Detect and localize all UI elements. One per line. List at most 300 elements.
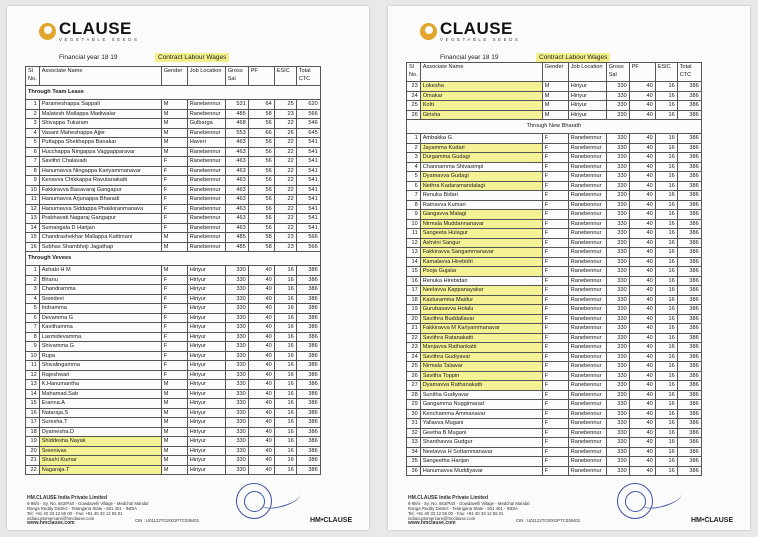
cell-gender: M <box>161 119 187 129</box>
cell-gender: F <box>542 181 568 191</box>
footer-address-2: Ranga Reddy District - Telangana State - 501 401 - INDIA <box>27 506 138 511</box>
cell-job-location: Ranebennur <box>187 185 225 195</box>
header-job-location: Job Location <box>187 67 225 86</box>
cell-job-location: Ranebennur <box>568 428 606 438</box>
cell-pf: 40 <box>248 351 274 361</box>
cell-total-ctc: 566 <box>296 233 320 243</box>
cell-gross-sal: 330 <box>606 267 629 277</box>
cell-esic: 16 <box>655 82 677 92</box>
cell-job-location: Ranebennur <box>568 238 606 248</box>
cell-sl-no: 23 <box>407 343 421 353</box>
cell-associate-name: Devamma G <box>39 313 161 323</box>
cell-total-ctc: 386 <box>677 314 701 324</box>
cell-job-location: Hiriyur <box>187 304 225 314</box>
cell-gender: F <box>542 295 568 305</box>
cell-total-ctc: 386 <box>677 438 701 448</box>
cell-pf: 40 <box>629 82 655 92</box>
cell-esic: 16 <box>655 101 677 111</box>
cell-associate-name: Sangeeta Hulagur <box>420 229 542 239</box>
cell-gross-sal: 330 <box>225 275 248 285</box>
cell-sl-no: 13 <box>26 214 40 224</box>
cell-total-ctc: 386 <box>677 381 701 391</box>
cell-job-location: Hiriyur <box>187 408 225 418</box>
cell-gross-sal: 485 <box>225 109 248 119</box>
footer-address <box>408 496 618 526</box>
cell-total-ctc: 386 <box>296 446 320 456</box>
cell-sl-no: 7 <box>26 323 40 333</box>
cell-pf: 40 <box>248 294 274 304</box>
cell-associate-name: Shivalingamma <box>39 361 161 371</box>
cell-gender: M <box>161 242 187 252</box>
cell-sl-no: 6 <box>26 313 40 323</box>
cell-job-location: Hiriyur <box>187 437 225 447</box>
cell-total-ctc: 386 <box>677 181 701 191</box>
cell-esic: 16 <box>655 238 677 248</box>
cell-job-location: Hiriyur <box>187 446 225 456</box>
cell-pf: 40 <box>248 361 274 371</box>
cell-total-ctc: 386 <box>677 162 701 172</box>
cell-sl-no: 20 <box>407 314 421 324</box>
cell-pf: 40 <box>248 342 274 352</box>
cell-associate-name: Eranna.A <box>39 399 161 409</box>
table-row <box>407 390 702 400</box>
footer-company: HM.CLAUSE India Private Limited <box>27 495 108 501</box>
cell-pf: 40 <box>629 466 655 476</box>
cell-gross-sal: 330 <box>606 295 629 305</box>
cell-esic: 22 <box>274 176 296 186</box>
cell-associate-name: Dyamavva Gudagi <box>420 172 542 182</box>
cell-gender: F <box>161 195 187 205</box>
cell-associate-name: Manjavva Rathankatti <box>420 343 542 353</box>
cell-job-location: Hiriyur <box>187 389 225 399</box>
cell-gross-sal: 485 <box>225 233 248 243</box>
hm-clause-logo: HM•CLAUSE <box>310 517 353 524</box>
table-row <box>26 313 321 323</box>
cell-esic: 16 <box>655 248 677 258</box>
cell-associate-name: Lokesha <box>420 82 542 92</box>
cell-esic: 16 <box>274 275 296 285</box>
cell-job-location: Ranebennur <box>568 305 606 315</box>
cell-gender: M <box>542 110 568 120</box>
cell-esic: 16 <box>655 229 677 239</box>
cell-associate-name: Laxmidevamma <box>39 332 161 342</box>
left-page <box>7 6 369 530</box>
cell-gender: M <box>161 100 187 110</box>
cell-sl-no: 33 <box>407 438 421 448</box>
financial-year: Financial year 18 19 <box>440 54 499 61</box>
cell-associate-name: Subhas Shambhoji Jagathap <box>39 242 161 252</box>
cell-associate-name: Chandrashekhar Mallappa Kattimani <box>39 233 161 243</box>
table-row <box>407 314 702 324</box>
cell-total-ctc: 546 <box>296 119 320 129</box>
cell-pf: 64 <box>248 100 274 110</box>
cell-associate-name: Shivappa Tukaram <box>39 119 161 129</box>
cell-total-ctc: 386 <box>677 466 701 476</box>
cell-esic: 16 <box>274 351 296 361</box>
cell-sl-no: 14 <box>26 223 40 233</box>
cell-sl-no: 16 <box>26 408 40 418</box>
cell-sl-no: 27 <box>407 381 421 391</box>
section-row <box>26 86 321 100</box>
cell-total-ctc: 386 <box>677 295 701 305</box>
cell-associate-name: Nataraja.S <box>39 408 161 418</box>
table-row <box>407 428 702 438</box>
cell-esic: 16 <box>655 143 677 153</box>
cell-sl-no: 25 <box>407 101 421 111</box>
section-row <box>26 252 321 266</box>
cell-gender: M <box>161 233 187 243</box>
cell-gender: F <box>542 267 568 277</box>
cell-esic: 16 <box>655 362 677 372</box>
cell-gross-sal: 330 <box>225 456 248 466</box>
cell-gross-sal: 553 <box>225 128 248 138</box>
cell-total-ctc: 541 <box>296 138 320 148</box>
cell-total-ctc: 386 <box>677 409 701 419</box>
cell-esic: 16 <box>655 210 677 220</box>
cell-pf: 40 <box>629 191 655 201</box>
cell-total-ctc: 386 <box>677 238 701 248</box>
cell-job-location: Ranebennur <box>568 219 606 229</box>
cell-gross-sal: 463 <box>225 147 248 157</box>
header-associate-name: Associate Name <box>420 63 542 82</box>
table-row <box>26 204 321 214</box>
cell-gender: F <box>542 447 568 457</box>
cell-sl-no: 21 <box>26 456 40 466</box>
cell-gender: F <box>542 400 568 410</box>
table-row <box>26 370 321 380</box>
cell-gross-sal: 330 <box>606 362 629 372</box>
cell-total-ctc: 386 <box>296 437 320 447</box>
cell-esic: 22 <box>274 147 296 157</box>
cell-esic: 16 <box>274 389 296 399</box>
cell-pf: 40 <box>248 389 274 399</box>
cell-total-ctc: 386 <box>677 343 701 353</box>
footer-company: HM.CLAUSE India Private Limited <box>408 495 489 501</box>
cell-esic: 16 <box>655 390 677 400</box>
cell-gross-sal: 330 <box>606 91 629 101</box>
cell-esic: 16 <box>655 419 677 429</box>
cell-gender: F <box>542 333 568 343</box>
cell-pf: 40 <box>629 172 655 182</box>
footer-address-2: Ranga Reddy District - Telangana State - 501 401 - INDIA <box>408 506 519 511</box>
cell-gross-sal: 330 <box>225 342 248 352</box>
cell-sl-no: 18 <box>26 427 40 437</box>
table-header-row <box>407 63 702 82</box>
cell-total-ctc: 386 <box>677 134 701 144</box>
section-label: Through Vevees <box>26 252 321 266</box>
cell-total-ctc: 541 <box>296 157 320 167</box>
cell-pf: 40 <box>629 162 655 172</box>
cell-job-location: Ranebennur <box>568 267 606 277</box>
cell-job-location: Hiriyur <box>187 380 225 390</box>
cell-associate-name: Pooja Gujalar <box>420 267 542 277</box>
cell-associate-name: Sreedevi <box>39 294 161 304</box>
cell-total-ctc: 386 <box>296 380 320 390</box>
cell-esic: 16 <box>655 438 677 448</box>
table-row <box>407 438 702 448</box>
cell-esic: 16 <box>655 352 677 362</box>
cell-esic: 16 <box>655 267 677 277</box>
cell-associate-name: Neelavva H Sottammanavar <box>420 447 542 457</box>
section-row <box>407 120 702 134</box>
cell-pf: 40 <box>629 390 655 400</box>
cell-pf: 40 <box>629 200 655 210</box>
table-row <box>407 101 702 111</box>
cell-gross-sal: 330 <box>225 332 248 342</box>
cell-job-location: Ranebennur <box>187 157 225 167</box>
table-row <box>407 229 702 239</box>
cell-gross-sal: 330 <box>225 446 248 456</box>
cell-pf: 56 <box>248 214 274 224</box>
cell-gender: F <box>542 257 568 267</box>
table-row <box>26 389 321 399</box>
cell-sl-no: 20 <box>26 446 40 456</box>
cell-sl-no: 4 <box>26 294 40 304</box>
cell-job-location: Ranebennur <box>568 286 606 296</box>
cell-pf: 40 <box>629 428 655 438</box>
cell-total-ctc: 386 <box>677 390 701 400</box>
cell-associate-name: Ambakka G <box>420 134 542 144</box>
cell-total-ctc: 541 <box>296 185 320 195</box>
cell-associate-name: Parameshappa Sappali <box>39 100 161 110</box>
footer-web: www.hmclause.com <box>27 520 75 526</box>
table-row <box>407 286 702 296</box>
cell-job-location: Ranebennur <box>568 257 606 267</box>
cell-sl-no: 8 <box>26 332 40 342</box>
cell-associate-name: Dyamavva Rathanakatti <box>420 381 542 391</box>
cell-job-location: Ranebennur <box>187 176 225 186</box>
header-pf: PF <box>629 63 655 82</box>
header-gross-sal: Gross Sal <box>606 63 629 82</box>
cell-sl-no: 26 <box>407 110 421 120</box>
cell-total-ctc: 386 <box>677 286 701 296</box>
cell-gender: F <box>161 166 187 176</box>
cell-gender: F <box>542 428 568 438</box>
cell-job-location: Hiriyur <box>187 351 225 361</box>
cell-gross-sal: 330 <box>606 210 629 220</box>
cell-pf: 40 <box>629 305 655 315</box>
cell-total-ctc: 386 <box>296 304 320 314</box>
cell-gender: F <box>542 248 568 258</box>
table-row <box>26 147 321 157</box>
cell-job-location: Hiriyur <box>187 418 225 428</box>
cell-total-ctc: 386 <box>296 399 320 409</box>
footer-cin: CIN : U01122TG2001PTC036401 <box>516 518 581 523</box>
cell-gender: F <box>542 191 568 201</box>
cell-total-ctc: 386 <box>677 267 701 277</box>
cell-pf: 40 <box>629 229 655 239</box>
cell-sl-no: 17 <box>407 286 421 296</box>
table-body <box>407 82 702 476</box>
table-row <box>407 267 702 277</box>
cell-total-ctc: 541 <box>296 166 320 176</box>
cell-associate-name: Bhanu <box>39 275 161 285</box>
footer-web: www.hmclause.com <box>408 520 456 526</box>
cell-associate-name: Rajeshwari <box>39 370 161 380</box>
cell-associate-name: Kasturamma Maidur <box>420 295 542 305</box>
footer-email: indiacustomercare@hmclause.com <box>408 516 476 521</box>
brand-tagline: VEGETABLE SEEDS <box>59 37 140 42</box>
cell-gross-sal: 330 <box>225 399 248 409</box>
table-row <box>26 437 321 447</box>
cell-total-ctc: 566 <box>296 109 320 119</box>
table-row <box>26 427 321 437</box>
cell-job-location: Hiriyur <box>187 323 225 333</box>
cell-pf: 40 <box>629 381 655 391</box>
cell-pf: 40 <box>248 323 274 333</box>
table-row <box>26 351 321 361</box>
cell-job-location: Ranebennur <box>568 200 606 210</box>
cell-total-ctc: 386 <box>677 82 701 92</box>
cell-gross-sal: 330 <box>606 343 629 353</box>
cell-associate-name: Savitha Toppin <box>420 371 542 381</box>
cell-sl-no: 5 <box>407 172 421 182</box>
cell-job-location: Ranebennur <box>187 214 225 224</box>
table-row <box>26 465 321 475</box>
cell-sl-no: 28 <box>407 390 421 400</box>
section-label: Through Team Lease <box>26 86 321 100</box>
cell-pf: 58 <box>248 233 274 243</box>
cell-total-ctc: 541 <box>296 204 320 214</box>
cell-associate-name: K.Hanumantha <box>39 380 161 390</box>
cell-gross-sal: 330 <box>606 248 629 258</box>
table-row <box>26 195 321 205</box>
table-body <box>26 86 321 475</box>
cell-pf: 40 <box>629 314 655 324</box>
cell-total-ctc: 386 <box>677 153 701 163</box>
table-row <box>407 466 702 476</box>
cell-pf: 56 <box>248 195 274 205</box>
cell-gross-sal: 330 <box>606 305 629 315</box>
cell-job-location: Ranebennur <box>568 409 606 419</box>
cell-gender: F <box>542 324 568 334</box>
cell-sl-no: 35 <box>407 457 421 467</box>
cell-associate-name: Jayamma Kudari <box>420 143 542 153</box>
cell-gross-sal: 330 <box>225 465 248 475</box>
table-row <box>26 446 321 456</box>
cell-esic: 16 <box>274 323 296 333</box>
cell-gender: M <box>161 389 187 399</box>
table-row <box>407 333 702 343</box>
cell-pf: 40 <box>248 465 274 475</box>
cell-gender: F <box>161 370 187 380</box>
cell-associate-name: Hanumavva Ningappa Kariyammanavar <box>39 166 161 176</box>
cell-job-location: Ranebennur <box>187 204 225 214</box>
header-esic: ESIC <box>274 67 296 86</box>
cell-gross-sal: 463 <box>225 166 248 176</box>
cell-associate-name: Gangamma Nuggimarad <box>420 400 542 410</box>
cell-associate-name: Savithra Ratanakatti <box>420 333 542 343</box>
cell-total-ctc: 386 <box>296 332 320 342</box>
cell-sl-no: 14 <box>26 389 40 399</box>
cell-sl-no: 15 <box>26 233 40 243</box>
cell-job-location: Ranebennur <box>187 100 225 110</box>
cell-esic: 16 <box>274 456 296 466</box>
cell-job-location: Hiriyur <box>568 82 606 92</box>
cell-job-location: Ranebennur <box>568 181 606 191</box>
cell-sl-no: 11 <box>407 229 421 239</box>
cell-gender: F <box>161 332 187 342</box>
cell-gender: F <box>542 276 568 286</box>
cell-sl-no: 5 <box>26 304 40 314</box>
cell-sl-no: 7 <box>407 191 421 201</box>
cell-job-location: Ranebennur <box>568 134 606 144</box>
cell-job-location: Ranebennur <box>568 172 606 182</box>
cell-gender: M <box>161 408 187 418</box>
cell-associate-name: Rupa <box>39 351 161 361</box>
cell-sl-no: 1 <box>26 266 40 276</box>
cell-total-ctc: 386 <box>677 219 701 229</box>
cell-gross-sal: 330 <box>606 101 629 111</box>
cell-gender: F <box>542 153 568 163</box>
footer-address <box>27 496 237 526</box>
cell-gross-sal: 330 <box>606 134 629 144</box>
table-row <box>407 191 702 201</box>
cell-esic: 25 <box>274 100 296 110</box>
cell-total-ctc: 645 <box>296 128 320 138</box>
cell-associate-name: Geetha B Mugani <box>420 428 542 438</box>
cell-associate-name: Indramma <box>39 304 161 314</box>
cell-esic: 16 <box>655 134 677 144</box>
table-row <box>26 285 321 295</box>
cell-sl-no: 19 <box>26 437 40 447</box>
footer-phone: Tel: +91 40 33 12 55 00 - Fax: +91 40 33 12 55 01 <box>408 511 504 516</box>
cell-gender: F <box>161 323 187 333</box>
cell-sl-no: 14 <box>407 257 421 267</box>
cell-esic: 16 <box>655 381 677 391</box>
cell-pf: 40 <box>629 371 655 381</box>
cell-job-location: Hiriyur <box>187 370 225 380</box>
cell-associate-name: Prabhavati Nagaraj Gangapur <box>39 214 161 224</box>
cell-sl-no: 34 <box>407 447 421 457</box>
cell-associate-name: Sunitha Gudiyavar <box>420 390 542 400</box>
cell-sl-no: 16 <box>26 242 40 252</box>
table-row <box>26 242 321 252</box>
cell-total-ctc: 386 <box>296 323 320 333</box>
document-title: Contract Labour Wages <box>536 53 610 62</box>
cell-esic: 16 <box>274 332 296 342</box>
table-header-row <box>26 67 321 86</box>
cell-total-ctc: 386 <box>677 91 701 101</box>
cell-pf: 56 <box>248 166 274 176</box>
cell-gender: F <box>161 176 187 186</box>
cell-total-ctc: 386 <box>677 191 701 201</box>
cell-associate-name: Savithra Buddallavar <box>420 314 542 324</box>
cell-job-location: Hiriyur <box>187 342 225 352</box>
cell-pf: 40 <box>248 437 274 447</box>
cell-total-ctc: 386 <box>296 389 320 399</box>
cell-job-location: Gulbarga <box>187 119 225 129</box>
cell-esic: 16 <box>655 91 677 101</box>
cell-gross-sal: 463 <box>225 204 248 214</box>
cell-esic: 22 <box>274 195 296 205</box>
cell-esic: 16 <box>274 465 296 475</box>
cell-total-ctc: 386 <box>677 101 701 111</box>
leaf-logo-icon <box>39 23 56 40</box>
cell-gross-sal: 330 <box>606 181 629 191</box>
cell-gender: F <box>542 238 568 248</box>
cell-sl-no: 32 <box>407 428 421 438</box>
cell-gross-sal: 330 <box>225 418 248 428</box>
cell-gross-sal: 463 <box>225 214 248 224</box>
table-row <box>407 200 702 210</box>
table-row <box>407 248 702 258</box>
cell-sl-no: 2 <box>26 109 40 119</box>
cell-gross-sal: 330 <box>225 437 248 447</box>
cell-gender: F <box>542 143 568 153</box>
cell-job-location: Ranebennur <box>568 352 606 362</box>
cell-total-ctc: 386 <box>296 418 320 428</box>
